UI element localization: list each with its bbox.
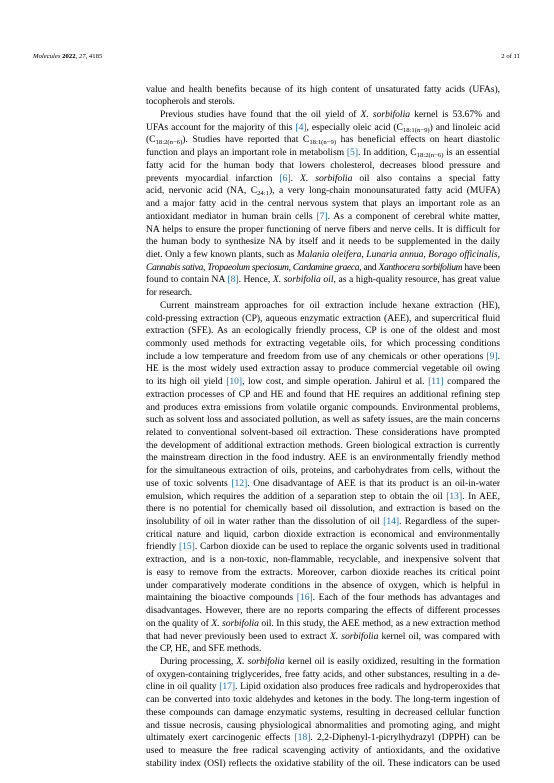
- subscript: 18:1(n−9): [402, 126, 430, 134]
- text-line: antioxidant mediator in human brain cells [7]. As a component of cerebral white matter,: [146, 210, 500, 222]
- text-line: HE is the most widely used extraction assay to produce commercial vegetable oil owing: [146, 363, 500, 375]
- text-line: insolubility of oil in water rather than the dissolution of oil [14]. Regardless of the super-: [146, 516, 500, 528]
- text-line: use of toxic solvents [12]. One disadvantage of AEE is that its product is an oil-in-water: [146, 477, 500, 489]
- text-line: friendly [15]. Carbon dioxide can be used to replace the organic solvents used in traditional: [146, 541, 500, 553]
- text-line: under comparatively moderate conditions in the absence of oxygen, which is helpful in: [146, 579, 500, 591]
- text-line: critical nature and liquid, carbon dioxide extraction is economical and environmentally: [146, 528, 500, 540]
- text-line: Cannabis sativa, Tropaeolum speciosum, Cardamine graeca, and Xanthocera sorbifolium have been: [146, 261, 500, 273]
- citation-link[interactable]: [7]: [316, 210, 328, 222]
- italic-text: X. sorbifolia oil: [272, 274, 334, 286]
- citation-link[interactable]: [13]: [446, 490, 463, 502]
- italic-text: Cardamine graeca: [292, 261, 360, 273]
- text-line: fatty acid for the human body that lowers cholesterol, decreases blood pressure and: [146, 159, 500, 171]
- text-line: the mainstream direction in the food industry. AEE is an environmentally friendly method: [146, 452, 500, 464]
- text-line: there is no potential for chemically based oil dissolution, and extraction is based on the: [146, 503, 500, 515]
- text-line: During processing, X. sorbifolia kernel oil is easily oxidized, resulting in the formation: [160, 655, 500, 667]
- text-line: ultimately exert carcinogenic effects [18]. 2,2-Diphenyl-1-picrylhydrazyl (DPPH) can be: [146, 732, 501, 744]
- italic-text: Borago officinalis: [428, 248, 498, 260]
- text-line: Current mainstream approaches for oil extraction include hexane extraction (HE),: [160, 299, 500, 311]
- italic-text: Tropaeolum speciosum: [207, 261, 289, 273]
- text-line: the development of additional extraction methods. Green biological extraction is currently: [146, 439, 500, 451]
- citation-link[interactable]: [9]: [486, 350, 498, 362]
- text-line: of oxygen-containing triglycerides, free fatty acids, and other substances, resulting in a de-: [146, 668, 500, 680]
- citation-link[interactable]: [14]: [383, 516, 400, 528]
- paragraph: [146, 656, 500, 770]
- text-line: for the simultaneous extraction of oils, proteins, and carbohydrates from cells, without the: [146, 465, 500, 477]
- text-line: these compounds can damage enzymatic systems, resulting in decreased cellular function: [146, 706, 500, 718]
- text-line: related to conventional solvent-based oil extraction. These considerations have prompted: [146, 427, 500, 438]
- citation-link[interactable]: [6]: [279, 172, 291, 184]
- text-line: extraction processes of CP and HE and found that HE requires an additional refining step: [146, 388, 500, 400]
- text-line: acid, nervonic acid (NA, $C_{24:1}$), a very long-chain monounsaturated fatty acid (MUFA): [146, 185, 501, 198]
- paragraph: [146, 84, 500, 109]
- text-line: diet. Only a few known plants, such as Malania oleifera, Lunaria annua, Borago officinalis,: [146, 248, 500, 260]
- citation-link[interactable]: [12]: [231, 477, 248, 489]
- text-line: extraction, and is a non-toxic, non-flammable, recyclable, and inexpensive solvent that: [146, 554, 500, 566]
- citation-link[interactable]: [8]: [227, 274, 239, 286]
- italic-text: X. sorbifolia: [329, 630, 379, 642]
- italic-text: Molecules: [33, 53, 61, 60]
- text-line: cline in oil quality [17]. Lipid oxidation also produces free radicals and hydroperoxides that: [146, 681, 500, 693]
- italic-text: 27: [78, 53, 86, 60]
- text-line: stability index (OSI) reflects the oxidative stability of the oil. These indicators can be used: [146, 757, 500, 769]
- text-line: value and health benefits because of its high content of unsaturated fatty acids (UFAs),: [146, 83, 500, 95]
- text-line: and tissue necrosis, causing physiological abnormalities and promoting aging, and might: [146, 719, 500, 731]
- citation-link[interactable]: [16]: [296, 592, 313, 604]
- citation-link[interactable]: [15]: [178, 541, 195, 553]
- text-line: can be converted into toxic aldehydes and ketones in the body. The long-term ingestion of: [146, 694, 500, 706]
- text-line: Previous studies have found that the oil yield of X. sorbifolia kernel is 53.67% and: [160, 109, 501, 121]
- paragraph: [146, 109, 500, 300]
- citation-link[interactable]: [11]: [428, 376, 444, 388]
- citation-link[interactable]: [10]: [226, 376, 243, 388]
- subscript: 24:1: [257, 190, 269, 198]
- bold-text: 2022: [62, 53, 76, 60]
- italic-text: X. sorbifolia: [300, 172, 353, 184]
- citation-link[interactable]: [4]: [295, 121, 307, 133]
- italic-text: Lunaria annua: [366, 248, 424, 260]
- text-line: the CP, HE, and SFE methods.: [146, 643, 262, 655]
- text-line: for research.: [146, 287, 192, 299]
- italic-text: Malania oleifera: [296, 248, 362, 260]
- text-line: NA helps to ensure the proper functioning of nerve fibers and nerve cells. It is difficult for: [146, 223, 500, 235]
- text-line: tocopherols and sterols.: [146, 96, 235, 108]
- body-text: [146, 84, 500, 771]
- italic-text: X. sorbifolia: [360, 109, 410, 121]
- text-line: disadvantages. However, there are no reports comparing the effects of different processes: [146, 605, 500, 617]
- text-line: include a low temperature and freedom from use of any chemicals or other operations [9].: [146, 350, 500, 362]
- subscript: 18:1(n−9): [309, 139, 337, 147]
- citation-link[interactable]: [17]: [219, 681, 236, 693]
- text-line: to its high oil yield [10], low cost, and simple operation. Jahirul et al. [11] compared the: [146, 376, 500, 388]
- text-line: maintaining the bioactive compounds [16]. Each of the four methods has advantages and: [146, 592, 500, 604]
- text-line: extraction (SFE). As an ecologically friendly process, CP is one of the oldest and most: [146, 325, 500, 337]
- subscript: 18:2(n−6): [416, 152, 444, 160]
- text-line: UFAs account for the majority of this [4], especially oleic acid $(C_{18:1(n-9)})$ and linoleic acid: [146, 121, 500, 134]
- text-line: the human body to synthesize NA by itself and it needs to be supplemented in the daily: [146, 236, 500, 248]
- text-line: such as solvent loss and associated pollution, as well as safety issues, are the main concerns: [146, 414, 500, 426]
- text-line: $(C_{18:2(n-6)})$. Studies have reported that $C_{18:1(n-9)}$ has beneficial effects on heart diastolic: [146, 134, 500, 147]
- paragraph: [146, 300, 500, 656]
- italic-text: Cannabis sativa: [146, 261, 203, 273]
- text-line: used to measure the free radical scavenging activity of antioxidants, and the oxidative: [146, 744, 500, 756]
- page-number: 2 of 11: [501, 53, 520, 60]
- text-line: commonly used methods for extracting vegetable oils, for which processing conditions: [146, 337, 500, 349]
- text-line: prevents myocardial infarction [6]. X. sorbifolia oil also contains a special fatty: [146, 172, 501, 184]
- italic-text: X. sorbifolia: [236, 655, 285, 667]
- text-line: that had never previously been used to extract X. sorbifolia kernel oil, was compared with: [146, 630, 500, 642]
- text-line: and a major fatty acid in the central nervous system that plays an important role as an: [146, 198, 500, 210]
- text-line: emulsion, which requires the addition of a separation step to obtain the oil [13]. In AEE,: [146, 490, 500, 502]
- running-header-citation: Molecules 2022, 27, 4185: [33, 53, 103, 60]
- text-line: and produces extra emissions from volatile organic compounds. Environmental problems,: [146, 401, 500, 413]
- text-line: cold-pressing extraction (CP), aqueous enzymatic extraction (AEE), and supercritical fluid: [146, 312, 500, 324]
- text-line: on the quality of X. sorbifolia oil. In this study, the AEE method, as a new extraction method: [146, 617, 500, 629]
- citation-link[interactable]: [18]: [294, 732, 311, 744]
- text-line: function and plays an important role in metabolism [5]. In addition, $C_{18:2(n-6)}$ is an essential: [146, 147, 500, 160]
- italic-text: X. sorbifolia: [211, 617, 259, 629]
- text-line: is easy to remove from the extracts. Moreover, carbon dioxide reaches its critical point: [146, 566, 500, 578]
- citation-link[interactable]: [5]: [346, 147, 358, 159]
- italic-text: Xanthocera sorbifolium: [378, 261, 463, 273]
- text-line: found to contain NA [8]. Hence, X. sorbifolia oil, as a high-quality resource, has great value: [146, 274, 500, 286]
- subscript: 18:2(n−6): [155, 139, 183, 147]
